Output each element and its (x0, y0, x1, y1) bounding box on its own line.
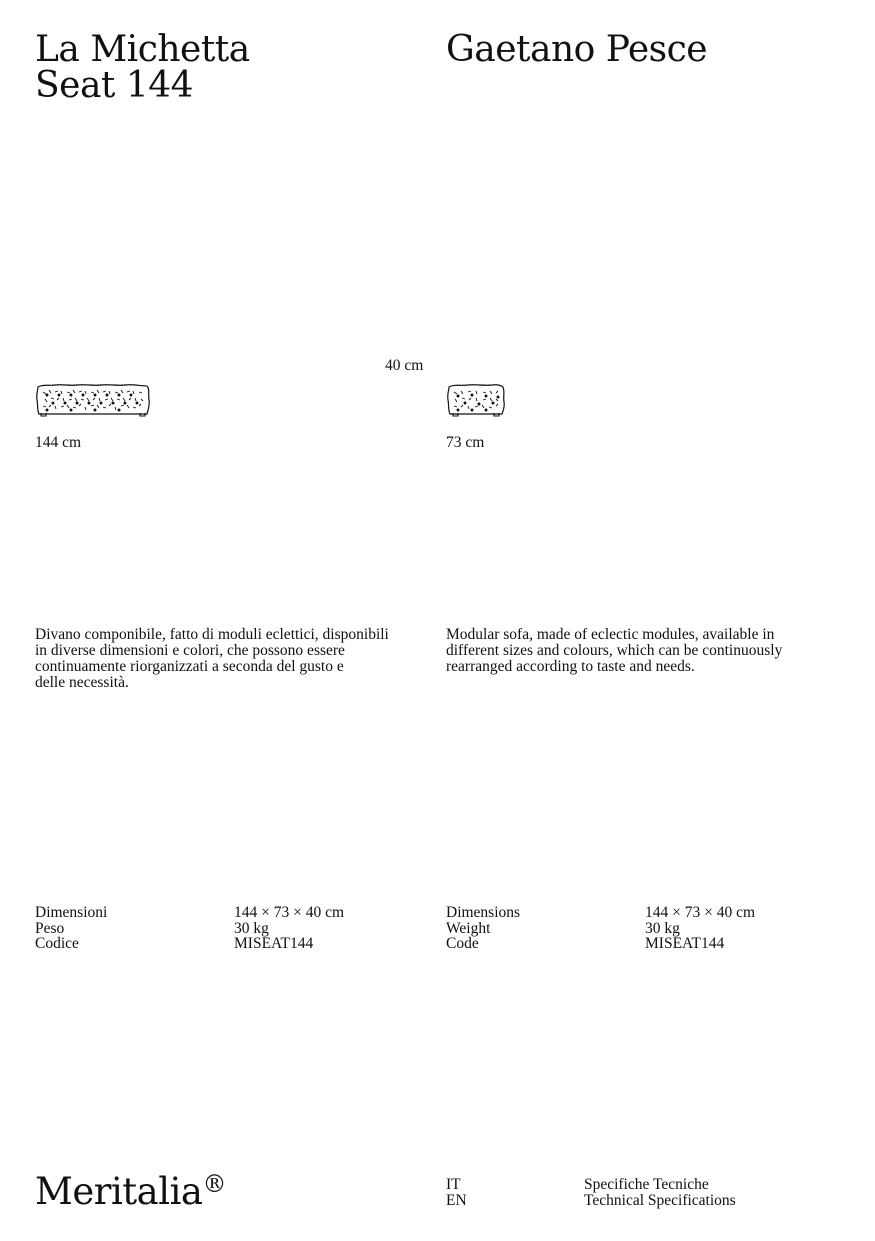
spec-value: 30 kg (234, 919, 269, 937)
spec-row-code (446, 936, 846, 952)
side-width-label: 73 cm (446, 434, 485, 451)
lang-code-en: EN (446, 1192, 467, 1209)
description-en-line: rearranged according to taste and needs. (446, 658, 695, 675)
brand-name: Meritalia (35, 1170, 203, 1213)
spec-label: Dimensioni (35, 904, 108, 921)
description-it-line: in diverse dimensioni e colori, che possono essere (35, 642, 345, 659)
description-it (35, 627, 435, 691)
spec-label: Codice (35, 935, 79, 953)
spec-value: MISEAT144 (234, 935, 314, 953)
description-it-line: Divano componibile, fatto di moduli eclettici, disponibili (35, 626, 389, 643)
sofa-front-view-icon (35, 383, 151, 418)
footer-doc-info (446, 1177, 846, 1209)
spec-value: 30 kg (645, 919, 680, 937)
spec-row-dimensions (446, 905, 846, 921)
description-it-line: delle necessità. (35, 674, 129, 691)
doc-title-en: Technical Specifications (584, 1192, 736, 1209)
doc-title-it: Specifiche Tecniche (584, 1176, 709, 1193)
brand-logo (35, 1172, 226, 1212)
spec-row-dimensions (35, 905, 435, 921)
registered-mark: ® (202, 1170, 226, 1198)
product-title-line1: La Michetta (35, 29, 250, 70)
spec-row-code (35, 936, 435, 952)
specs-table-it (35, 905, 435, 952)
description-en (446, 627, 846, 675)
front-width-label: 144 cm (35, 434, 82, 451)
spec-value: MISEAT144 (645, 935, 725, 953)
spec-row-weight (35, 921, 435, 937)
footer-row-it (446, 1177, 846, 1193)
spec-label: Dimensions (446, 904, 521, 921)
spec-value: 144 × 73 × 40 cm (645, 904, 756, 921)
footer-row-en (446, 1193, 846, 1209)
specs-table-en (446, 905, 846, 952)
description-en-line: different sizes and colours, which can be continuously (446, 642, 783, 659)
product-title (35, 29, 250, 106)
spec-label: Weight (446, 919, 491, 937)
spec-label: Code (446, 935, 479, 953)
sofa-side-view-icon (446, 383, 506, 418)
spec-label: Peso (35, 919, 65, 937)
spec-value: 144 × 73 × 40 cm (234, 904, 345, 921)
designer-name: Gaetano Pesce (446, 29, 708, 70)
product-title-line2: Seat 144 (35, 65, 194, 106)
depth-dimension-label: 40 cm (385, 357, 424, 374)
spec-row-weight (446, 921, 846, 937)
lang-code-it: IT (446, 1176, 461, 1193)
description-en-line: Modular sofa, made of eclectic modules, available in (446, 626, 775, 643)
description-it-line: continuamente riorganizzati a seconda del gusto e (35, 658, 344, 675)
